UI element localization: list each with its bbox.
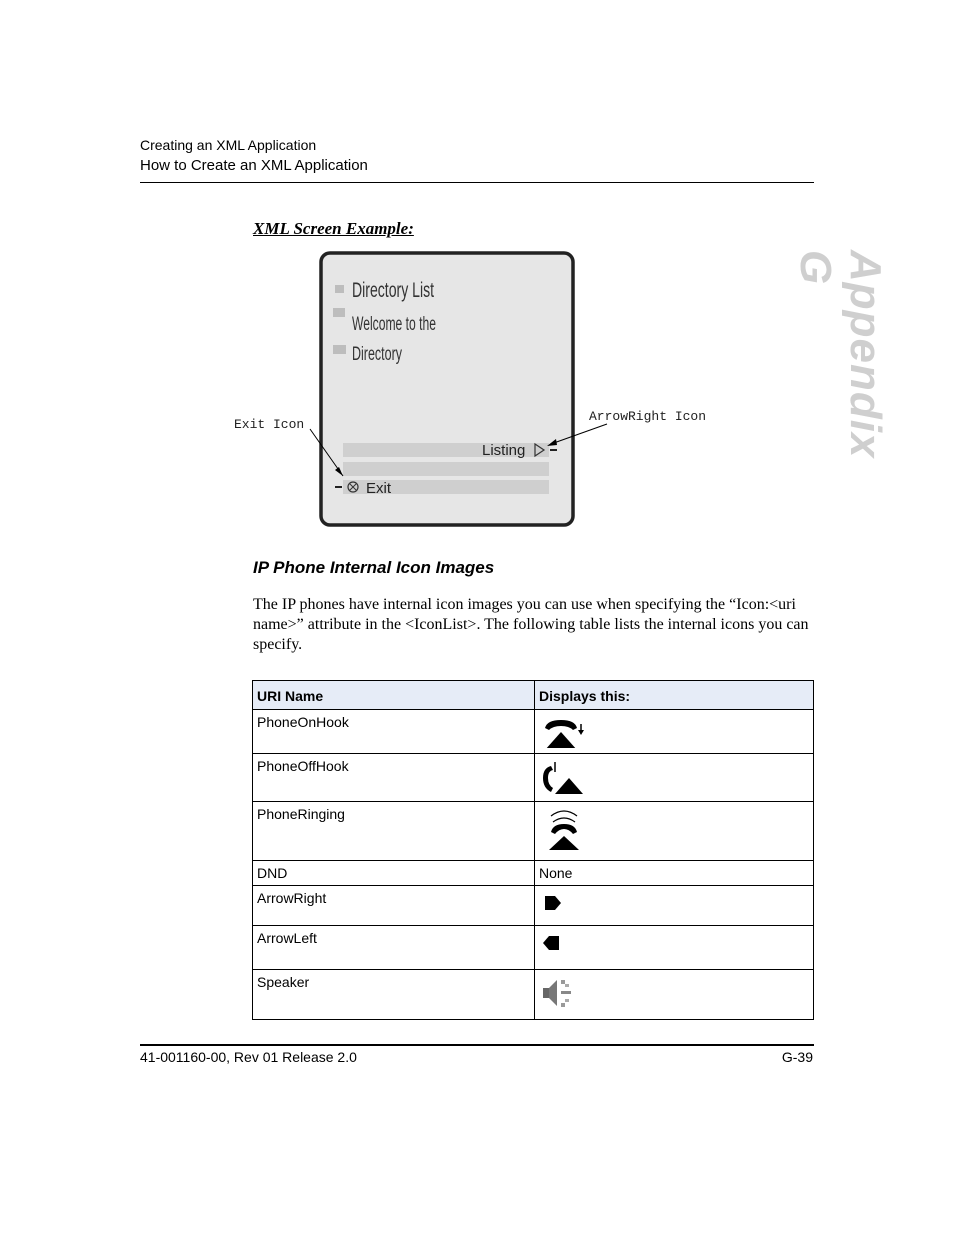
display-cell	[535, 926, 814, 970]
table-row	[253, 754, 814, 802]
arrow-right-icon	[539, 890, 569, 916]
icon-table	[252, 680, 814, 1020]
footer-doc-id: 41-001160-00, Rev 01 Release 2.0	[140, 1049, 357, 1065]
display-cell-text: None	[535, 861, 814, 886]
table-row	[253, 886, 814, 926]
screen-line-1: Directory List	[352, 279, 435, 302]
softkey-listing-label: Listing	[482, 442, 526, 459]
softkey-exit-label: Exit	[366, 480, 392, 497]
display-cell	[535, 710, 814, 754]
appendix-side-tab-label: Appendix G	[791, 250, 890, 459]
arrow-left-icon	[539, 930, 569, 958]
phone-on-hook-icon	[539, 714, 589, 748]
uri-name-cell: Speaker	[253, 970, 535, 1020]
table-row	[253, 710, 814, 754]
running-header-chapter: Creating an XML Application	[140, 137, 317, 153]
uri-name-cell: PhoneOnHook	[253, 710, 535, 754]
header-rule	[140, 182, 814, 183]
uri-name-cell: PhoneRinging	[253, 802, 535, 861]
footer-rule	[140, 1044, 814, 1046]
uri-name-cell: ArrowLeft	[253, 926, 535, 970]
display-cell	[535, 970, 814, 1020]
running-header-section: How to Create an XML Application	[140, 157, 368, 174]
display-cell	[535, 754, 814, 802]
table-row	[253, 861, 814, 886]
display-cell	[535, 886, 814, 926]
exit-icon-callout: Exit Icon	[234, 417, 305, 432]
uri-name-cell: PhoneOffHook	[253, 754, 535, 802]
screen-line-3: Directory	[352, 344, 403, 365]
figure-caption: XML Screen Example:	[253, 219, 414, 238]
phone-ringing-icon	[539, 806, 589, 852]
phone-off-hook-icon	[539, 758, 589, 796]
section-title: IP Phone Internal Icon Images	[253, 558, 495, 577]
speaker-icon	[539, 974, 589, 1012]
display-cell	[535, 802, 814, 861]
screen-line-2: Welcome to the	[352, 314, 436, 335]
table-header-displays: Displays this:	[535, 681, 814, 710]
arrow-right-icon-callout: ArrowRight Icon	[589, 409, 707, 424]
uri-name-cell: ArrowRight	[253, 886, 535, 926]
table-row	[253, 970, 814, 1020]
table-header-row	[253, 681, 814, 710]
table-row	[253, 802, 814, 861]
appendix-side-tab	[790, 250, 890, 470]
section-body: The IP phones have internal icon images you can use when specifying the “Icon:<uri name>” attribute in the <IconList>. The following table lists the internal icons you can specify.	[253, 596, 809, 653]
table-header-uri-name: URI Name	[253, 681, 535, 710]
table-row	[253, 926, 814, 970]
xml-screen-figure	[225, 248, 725, 533]
uri-name-cell: DND	[253, 861, 535, 886]
footer-page-number: G-39	[781, 1049, 813, 1065]
softkey-bar-middle	[343, 462, 549, 476]
